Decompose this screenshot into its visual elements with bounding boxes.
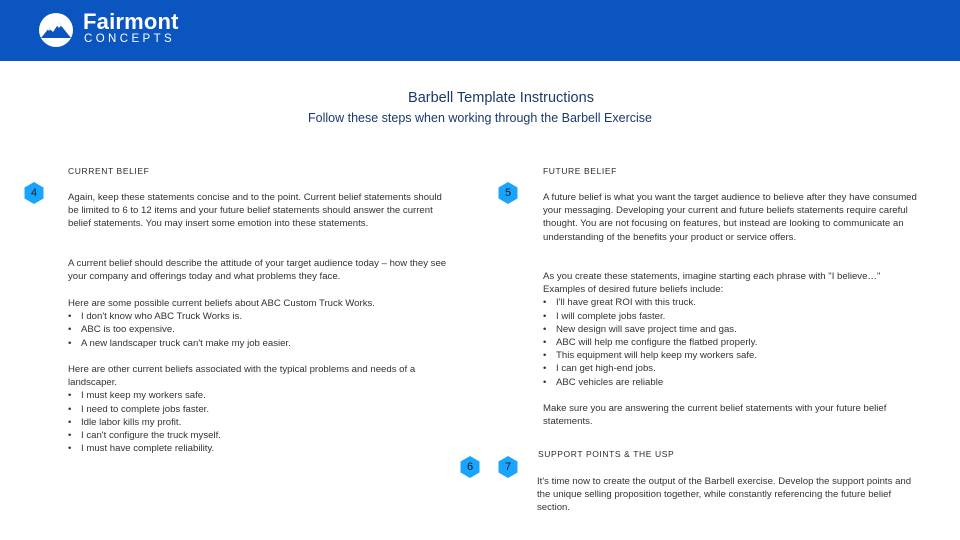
current-belief-examples-list xyxy=(68,310,460,350)
current-belief-label: CURRENT BELIEF xyxy=(68,166,150,176)
step-badge-number: 4 xyxy=(30,187,38,199)
current-belief-landscaper-intro: Here are other current beliefs associated with the typical problems and needs of a landscaper. xyxy=(68,364,416,389)
current-belief-paragraph-1: Again, keep these statements concise and to the point. Current belief statements should be limited to 6 to 12 items and your future belief statements should answer the current belief statements. You may insert some emotion into these statements. xyxy=(68,192,442,230)
brand-subtitle: CONCEPTS xyxy=(84,33,176,45)
header-bar xyxy=(0,0,960,61)
list-item: • New design will save project time and gas. xyxy=(543,323,918,336)
support-points-paragraph: It's time now to create the output of the Barbell exercise. Develop the support points and the unique selling proposition together, while constantly referencing the future belief section. xyxy=(537,476,912,514)
step-badge-6 xyxy=(458,455,482,479)
page-subtitle: Follow these steps when working through the Barbell Exercise xyxy=(308,111,652,125)
future-belief-label: FUTURE BELIEF xyxy=(543,166,617,176)
list-item: • I must have complete reliability. xyxy=(68,442,453,455)
list-item: • I need to complete jobs faster. xyxy=(68,403,453,416)
current-belief-examples xyxy=(68,297,460,350)
future-belief-examples-list xyxy=(543,296,918,388)
current-belief-landscaper xyxy=(68,363,453,455)
step-badge-5 xyxy=(496,181,520,205)
step-badge-number: 6 xyxy=(466,461,474,473)
future-belief-paragraph-1: A future belief is what you want the target audience to believe after they have consumed your messaging. Developing your current and future beliefs statements require careful thought. You are not focusing on features, but instead are looking to communicate an understanding of the benefits your product or service offers. xyxy=(543,192,917,243)
page-title: Barbell Template Instructions xyxy=(408,90,594,106)
support-points-label: SUPPORT POINTS & THE USP xyxy=(538,449,675,459)
list-item: • ABC vehicles are reliable xyxy=(543,376,918,389)
step-badge-number: 7 xyxy=(504,461,512,473)
future-belief-examples-intro: As you create these statements, imagine starting each phrase with "I believe…" Examples of desired future beliefs include: xyxy=(543,271,881,296)
list-item: • I'll have great ROI with this truck. xyxy=(543,296,918,309)
future-belief-examples xyxy=(543,270,918,389)
step-badge-7 xyxy=(496,455,520,479)
step-badge-4 xyxy=(22,181,46,205)
current-belief-examples-intro: Here are some possible current beliefs about ABC Custom Truck Works. xyxy=(68,298,375,309)
list-item: • Idle labor kills my profit. xyxy=(68,416,453,429)
list-item: • I can't configure the truck myself. xyxy=(68,429,453,442)
brand-name: Fairmont xyxy=(83,9,179,34)
list-item: • I can get high-end jobs. xyxy=(543,362,918,375)
list-item: • A new landscaper truck can't make my job easier. xyxy=(68,337,460,350)
current-belief-landscaper-list xyxy=(68,389,453,455)
step-badge-number: 5 xyxy=(504,187,512,199)
list-item: • ABC will help me configure the flatbed properly. xyxy=(543,336,918,349)
list-item: • This equipment will help keep my workers safe. xyxy=(543,349,918,362)
list-item: • I will complete jobs faster. xyxy=(543,310,918,323)
list-item: • I don't know who ABC Truck Works is. xyxy=(68,310,460,323)
future-belief-paragraph-3: Make sure you are answering the current belief statements with your future belief statements. xyxy=(543,403,887,428)
current-belief-paragraph-2: A current belief should describe the attitude of your target audience today – how they see your company and offerings today and what problems they face. xyxy=(68,258,447,283)
list-item: • ABC is too expensive. xyxy=(68,323,460,336)
mountain-circle-icon xyxy=(38,12,74,48)
list-item: • I must keep my workers safe. xyxy=(68,389,453,402)
